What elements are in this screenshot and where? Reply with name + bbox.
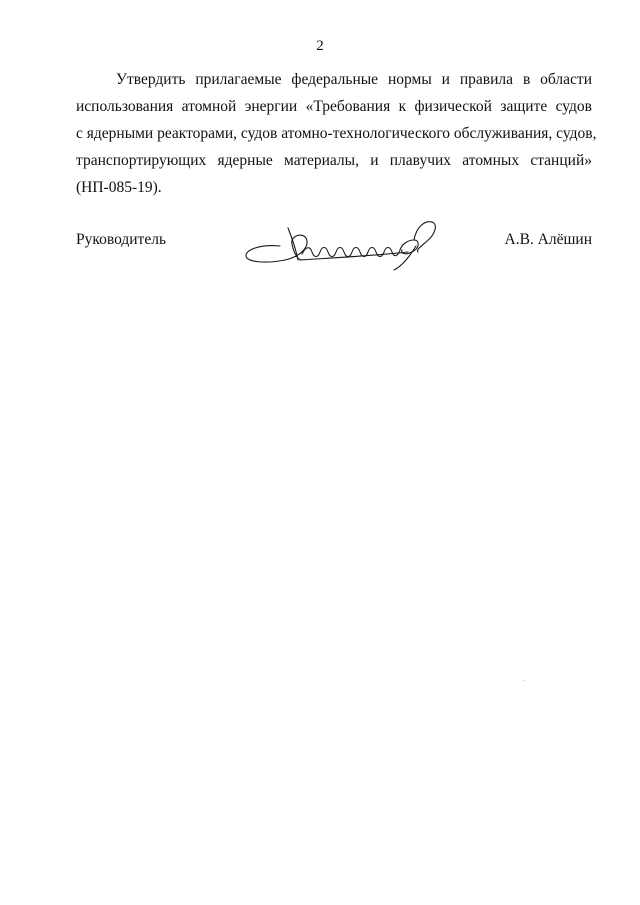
- page-number: 2: [316, 38, 324, 54]
- scan-speck: [523, 680, 524, 681]
- signature-block: [76, 226, 592, 266]
- paragraph-line: Утвердить прилагаемые федеральные нормы и правила в области: [116, 71, 592, 88]
- paragraph-line: транспортирующих ядерные материалы, и плавучих атомных станций»: [76, 152, 592, 169]
- paragraph-line: (НП-085-19).: [76, 179, 162, 196]
- approval-paragraph: [76, 66, 597, 201]
- signer-position: Руководитель: [76, 231, 167, 248]
- handwritten-signature: [240, 216, 450, 272]
- signer-name: А.В. Алёшин: [504, 231, 592, 248]
- paragraph-line: использования атомной энергии «Требования к физической защите судов: [76, 98, 592, 115]
- paragraph-line: с ядерными реакторами, судов атомно-технологического обслуживания, судов,: [76, 125, 597, 142]
